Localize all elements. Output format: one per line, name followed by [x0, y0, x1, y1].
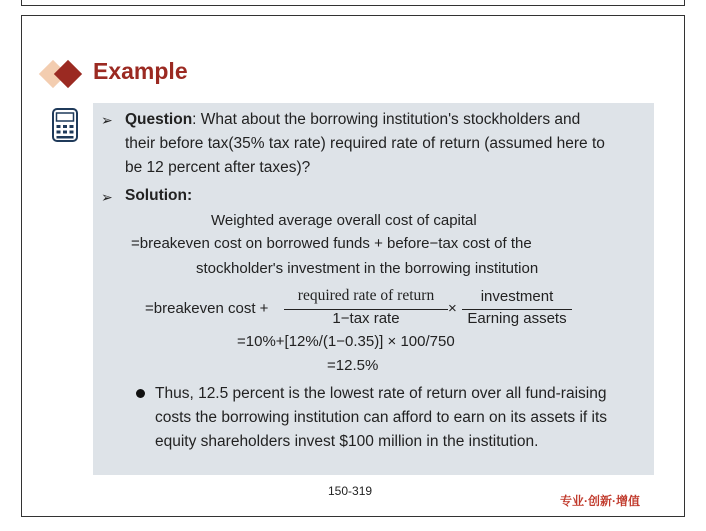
equation-line-6: =12.5% — [327, 357, 379, 374]
fraction-1-denominator: 1−tax rate — [332, 310, 400, 327]
conclusion-line-2: costs the borrowing institution can afford to earn on its assets if its — [155, 409, 608, 426]
fraction-2-numerator: investment — [480, 288, 554, 305]
brand-slogan: 专业·创新·增值 — [560, 494, 640, 508]
arrow-bullet-icon: ➢ — [101, 189, 113, 205]
question-line-1: Question: What about the borrowing institution's stockholders and — [125, 111, 581, 128]
equation-line-5: =10%+[12%/(1−0.35)] × 100/750 — [237, 333, 455, 350]
equation-line-1: Weighted average overall cost of capital — [211, 212, 477, 229]
previous-slide-frame — [21, 0, 685, 6]
question-line-3: be 12 percent after taxes)? — [125, 159, 311, 176]
bullet-dot — [136, 389, 145, 398]
question-line-2: their before tax(35% tax rate) required rate of return (assumed here to — [125, 135, 605, 152]
solution-label: Solution: — [125, 187, 193, 204]
equation-line-3: stockholder's investment in the borrowing institution — [196, 260, 539, 277]
question-label: Question — [125, 111, 193, 128]
slide-title: Example — [93, 58, 188, 84]
equation-line-2: =breakeven cost on borrowed funds + before−tax cost of the — [131, 235, 532, 252]
times-symbol: × — [448, 300, 457, 317]
fraction-2-denominator: Earning assets — [467, 310, 567, 327]
arrow-bullet-icon: ➢ — [101, 112, 113, 128]
equation-prefix: =breakeven cost + — [145, 300, 269, 317]
calculator-icon — [52, 108, 78, 142]
conclusion-line-1: Thus, 12.5 percent is the lowest rate of return over all fund-raising — [155, 385, 607, 402]
fraction-1-numerator: required rate of return — [297, 287, 435, 304]
page-number: 150-319 — [328, 484, 373, 498]
conclusion-line-3: equity shareholders invest $100 million in the institution. — [155, 433, 539, 450]
